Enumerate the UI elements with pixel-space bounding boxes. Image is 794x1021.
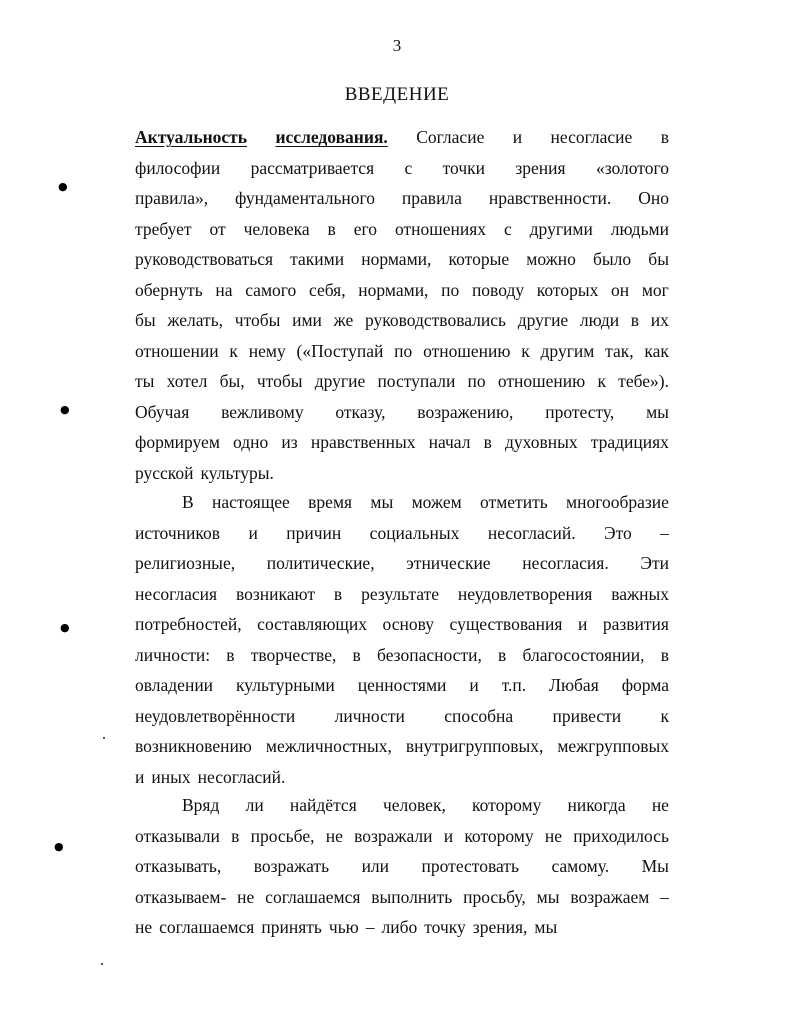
word: в bbox=[498, 644, 507, 665]
word: межгрупповых bbox=[557, 736, 669, 756]
word: их bbox=[650, 310, 669, 330]
word: возникают bbox=[235, 583, 316, 604]
text-line bbox=[135, 214, 669, 245]
word: Актуальность bbox=[135, 127, 248, 147]
word: протесту, bbox=[545, 401, 615, 422]
word: в bbox=[483, 432, 492, 452]
word: русской bbox=[135, 462, 194, 483]
word: межличностных, bbox=[265, 736, 392, 756]
page-title: ВВЕДЕНИЕ bbox=[344, 84, 450, 105]
word: нормами, bbox=[361, 249, 432, 269]
word: ты bbox=[135, 371, 155, 391]
word: духовных bbox=[504, 432, 578, 452]
word: к bbox=[660, 705, 669, 726]
word: Это bbox=[604, 522, 632, 543]
word: безопасности, bbox=[377, 644, 482, 665]
word: возникновению bbox=[135, 736, 252, 756]
text-line bbox=[135, 790, 669, 821]
word: или bbox=[361, 856, 390, 876]
text-line bbox=[135, 153, 669, 184]
word: «золотого bbox=[595, 157, 669, 178]
word: исследования. bbox=[275, 127, 388, 147]
word: не bbox=[544, 825, 562, 846]
word: отношению bbox=[423, 340, 511, 361]
text-line bbox=[135, 305, 669, 336]
word: и bbox=[469, 675, 479, 695]
word: другие bbox=[517, 310, 569, 330]
word: отказывать, bbox=[135, 856, 222, 876]
word: к bbox=[597, 371, 606, 391]
word: настоящее bbox=[212, 492, 290, 512]
word: отказывали bbox=[135, 825, 220, 846]
word: в bbox=[660, 127, 669, 147]
text-line bbox=[135, 821, 669, 852]
word: отказу, bbox=[335, 401, 386, 422]
word: бы bbox=[648, 249, 669, 269]
word: с bbox=[503, 218, 512, 239]
word: чтобы bbox=[256, 371, 303, 391]
word: несогласия bbox=[135, 583, 218, 604]
word: которому bbox=[464, 825, 534, 846]
word: нормами, bbox=[358, 279, 429, 300]
word: результате bbox=[361, 583, 439, 604]
word: самого bbox=[245, 279, 297, 300]
word: зрения, bbox=[472, 917, 528, 937]
text-line bbox=[135, 548, 669, 579]
paragraph-refusal bbox=[135, 790, 669, 943]
word: хотел bbox=[166, 371, 208, 391]
word: и bbox=[248, 522, 258, 543]
word: отказываем- bbox=[135, 886, 227, 907]
word: точку bbox=[424, 917, 466, 937]
word: себя, bbox=[308, 279, 346, 300]
word: несогласия. bbox=[522, 553, 609, 573]
word: на bbox=[215, 279, 233, 300]
word: не bbox=[135, 917, 153, 937]
word: В bbox=[182, 492, 194, 512]
word: основу bbox=[382, 614, 435, 634]
text-line bbox=[135, 762, 669, 793]
word: не bbox=[325, 825, 343, 846]
scan-mark: ● bbox=[60, 403, 70, 416]
word: другим bbox=[540, 340, 595, 361]
word: Согласие bbox=[416, 127, 485, 147]
word: зрения bbox=[515, 157, 566, 178]
text-line bbox=[135, 336, 669, 367]
text-line bbox=[135, 244, 669, 275]
word: в bbox=[231, 825, 240, 846]
text-line bbox=[135, 122, 669, 153]
text-line bbox=[135, 518, 669, 549]
word: привести bbox=[552, 705, 622, 726]
word: форма bbox=[621, 675, 669, 695]
word: по bbox=[441, 279, 460, 300]
word: самому. bbox=[551, 856, 610, 876]
word: ими bbox=[292, 310, 322, 330]
word: нравственности. bbox=[488, 188, 612, 208]
scan-mark: ● bbox=[54, 840, 64, 853]
word: мог bbox=[641, 279, 669, 300]
word: просьбе, bbox=[250, 825, 315, 846]
word: отметить bbox=[480, 492, 548, 512]
text-line bbox=[135, 275, 669, 306]
word: другими bbox=[529, 218, 593, 239]
word: точки bbox=[442, 157, 486, 178]
word: неудовлетворения bbox=[457, 583, 593, 604]
word: так, bbox=[605, 340, 634, 361]
word: другие bbox=[314, 371, 366, 391]
word: вежливому bbox=[221, 401, 304, 422]
word: составляющих bbox=[257, 614, 367, 634]
text-line bbox=[135, 882, 669, 913]
word: по bbox=[467, 371, 486, 391]
word: было bbox=[593, 249, 632, 269]
word: формируем bbox=[135, 432, 220, 452]
word: рассматривается bbox=[250, 157, 375, 178]
word: одно bbox=[233, 432, 269, 452]
word: несогласие bbox=[550, 127, 633, 147]
word: к bbox=[229, 340, 238, 361]
word: найдётся bbox=[289, 795, 357, 815]
word: Любая bbox=[549, 675, 599, 695]
word: правила», bbox=[135, 188, 209, 208]
word: руководствовались bbox=[364, 310, 507, 330]
word: в bbox=[660, 644, 669, 665]
word: нему bbox=[248, 340, 286, 361]
word: обернуть bbox=[135, 279, 203, 300]
word: в bbox=[352, 644, 361, 665]
word: потребностей, bbox=[135, 614, 242, 634]
word: поступали bbox=[377, 371, 456, 391]
word: отношению bbox=[497, 371, 586, 391]
word: этнические bbox=[406, 553, 491, 573]
word: желать, bbox=[167, 310, 224, 330]
word: в bbox=[226, 644, 235, 665]
word: которых bbox=[536, 279, 599, 300]
text-line bbox=[135, 458, 669, 489]
word: людьми bbox=[610, 218, 669, 239]
word: тебе»). bbox=[618, 371, 669, 391]
word: способна bbox=[444, 705, 514, 726]
word: человек, bbox=[382, 795, 446, 815]
word: можно bbox=[526, 249, 576, 269]
word: отношениях bbox=[394, 218, 486, 239]
word: благосостоянии, bbox=[522, 644, 645, 665]
paragraph-sources-of-disagreement bbox=[135, 487, 669, 792]
text-line bbox=[135, 640, 669, 671]
word: Эти bbox=[640, 553, 669, 573]
text-line bbox=[135, 912, 669, 943]
word: культурными bbox=[236, 675, 335, 695]
word: социальных bbox=[369, 522, 460, 543]
paragraph-relevance bbox=[135, 122, 669, 488]
word: – bbox=[660, 886, 669, 907]
word: его bbox=[353, 218, 377, 239]
text-line bbox=[135, 670, 669, 701]
word: правила bbox=[401, 188, 462, 208]
word: творчестве, bbox=[250, 644, 337, 665]
word: которому bbox=[472, 795, 542, 815]
word: которые bbox=[448, 249, 510, 269]
word: в bbox=[333, 583, 343, 604]
word: религиозные, bbox=[135, 553, 236, 573]
word: многообразие bbox=[566, 492, 669, 512]
word: он bbox=[611, 279, 630, 300]
word: в bbox=[630, 310, 640, 330]
word: политические, bbox=[266, 553, 375, 573]
word: возражали bbox=[354, 825, 433, 846]
word: же bbox=[333, 310, 354, 330]
scan-mark: ● bbox=[60, 621, 70, 634]
text-line bbox=[135, 366, 669, 397]
word: бы, bbox=[219, 371, 245, 391]
word: поводу bbox=[471, 279, 525, 300]
word: выполнить bbox=[371, 886, 453, 907]
word: можем bbox=[411, 492, 462, 512]
word: такими bbox=[290, 249, 345, 269]
text-line bbox=[135, 397, 669, 428]
word: мы bbox=[536, 886, 560, 907]
word: Оно bbox=[638, 188, 669, 208]
word: из bbox=[281, 432, 298, 452]
word: никогда bbox=[567, 795, 626, 815]
word: философии bbox=[135, 157, 221, 178]
word: от bbox=[209, 218, 226, 239]
word: соглашаемся bbox=[159, 917, 255, 937]
word: развития bbox=[602, 614, 669, 634]
text-line bbox=[135, 427, 669, 458]
word: Мы bbox=[641, 856, 669, 876]
word: как bbox=[644, 340, 669, 361]
word: овладении bbox=[135, 675, 214, 695]
word: ли bbox=[245, 795, 264, 815]
word: т.п. bbox=[501, 675, 527, 695]
word: люди bbox=[579, 310, 620, 330]
word: несогласий. bbox=[197, 766, 286, 787]
word: нравственных bbox=[310, 432, 416, 452]
word: возражаем bbox=[570, 886, 650, 907]
word: в bbox=[327, 218, 336, 239]
word: – bbox=[365, 917, 375, 937]
word: возражать bbox=[253, 856, 330, 876]
word: и bbox=[443, 825, 454, 846]
text-line bbox=[135, 851, 669, 882]
word: – bbox=[660, 522, 669, 543]
word: и bbox=[135, 766, 145, 787]
word: личности bbox=[334, 705, 405, 726]
word: личности: bbox=[135, 644, 211, 665]
word: причин bbox=[286, 522, 342, 543]
word: несогласий. bbox=[487, 522, 576, 543]
word: фундаментального bbox=[235, 188, 376, 208]
word: («Поступай bbox=[296, 340, 384, 361]
word: внутригрупповых, bbox=[405, 736, 544, 756]
word: соглашаемся bbox=[265, 886, 361, 907]
text-line bbox=[135, 579, 669, 610]
text-line bbox=[135, 183, 669, 214]
word: принять bbox=[261, 917, 322, 937]
word: либо bbox=[381, 917, 418, 937]
word: Вряд bbox=[182, 795, 220, 815]
word: отношении bbox=[135, 340, 219, 361]
word: ценностями bbox=[357, 675, 447, 695]
word: важных bbox=[611, 583, 669, 604]
page-number: 3 bbox=[392, 36, 402, 55]
word: с bbox=[404, 157, 413, 178]
word: требует bbox=[135, 218, 192, 239]
word: начал bbox=[428, 432, 471, 452]
word: к bbox=[521, 340, 530, 361]
word: человека bbox=[243, 218, 310, 239]
word: чтобы bbox=[234, 310, 281, 330]
word: культуры. bbox=[200, 462, 274, 483]
word: не bbox=[651, 795, 669, 815]
word: возражению, bbox=[417, 401, 514, 422]
word: не bbox=[237, 886, 255, 907]
text-line bbox=[135, 731, 669, 762]
word: бы bbox=[135, 310, 156, 330]
text-line bbox=[135, 487, 669, 518]
word: время bbox=[308, 492, 353, 512]
word: существования bbox=[449, 614, 563, 634]
word: чью bbox=[328, 917, 359, 937]
word: мы bbox=[370, 492, 394, 512]
word: мы bbox=[534, 917, 558, 937]
scan-speck bbox=[103, 737, 105, 739]
word: неудовлетворённости bbox=[135, 705, 296, 726]
word: по bbox=[394, 340, 413, 361]
word: источников bbox=[135, 522, 221, 543]
word: руководствоваться bbox=[135, 249, 274, 269]
word: традициях bbox=[590, 432, 669, 452]
text-line bbox=[135, 609, 669, 640]
word: и bbox=[512, 127, 523, 147]
word: приходилось bbox=[573, 825, 669, 846]
word: иных bbox=[151, 766, 191, 787]
text-line bbox=[135, 701, 669, 732]
scan-mark: ● bbox=[58, 180, 68, 193]
word: Обучая bbox=[135, 401, 190, 422]
word: и bbox=[577, 614, 588, 634]
word: просьбу, bbox=[463, 886, 526, 907]
word: протестовать bbox=[421, 856, 519, 876]
scan-speck bbox=[101, 963, 103, 965]
word: мы bbox=[646, 401, 669, 422]
